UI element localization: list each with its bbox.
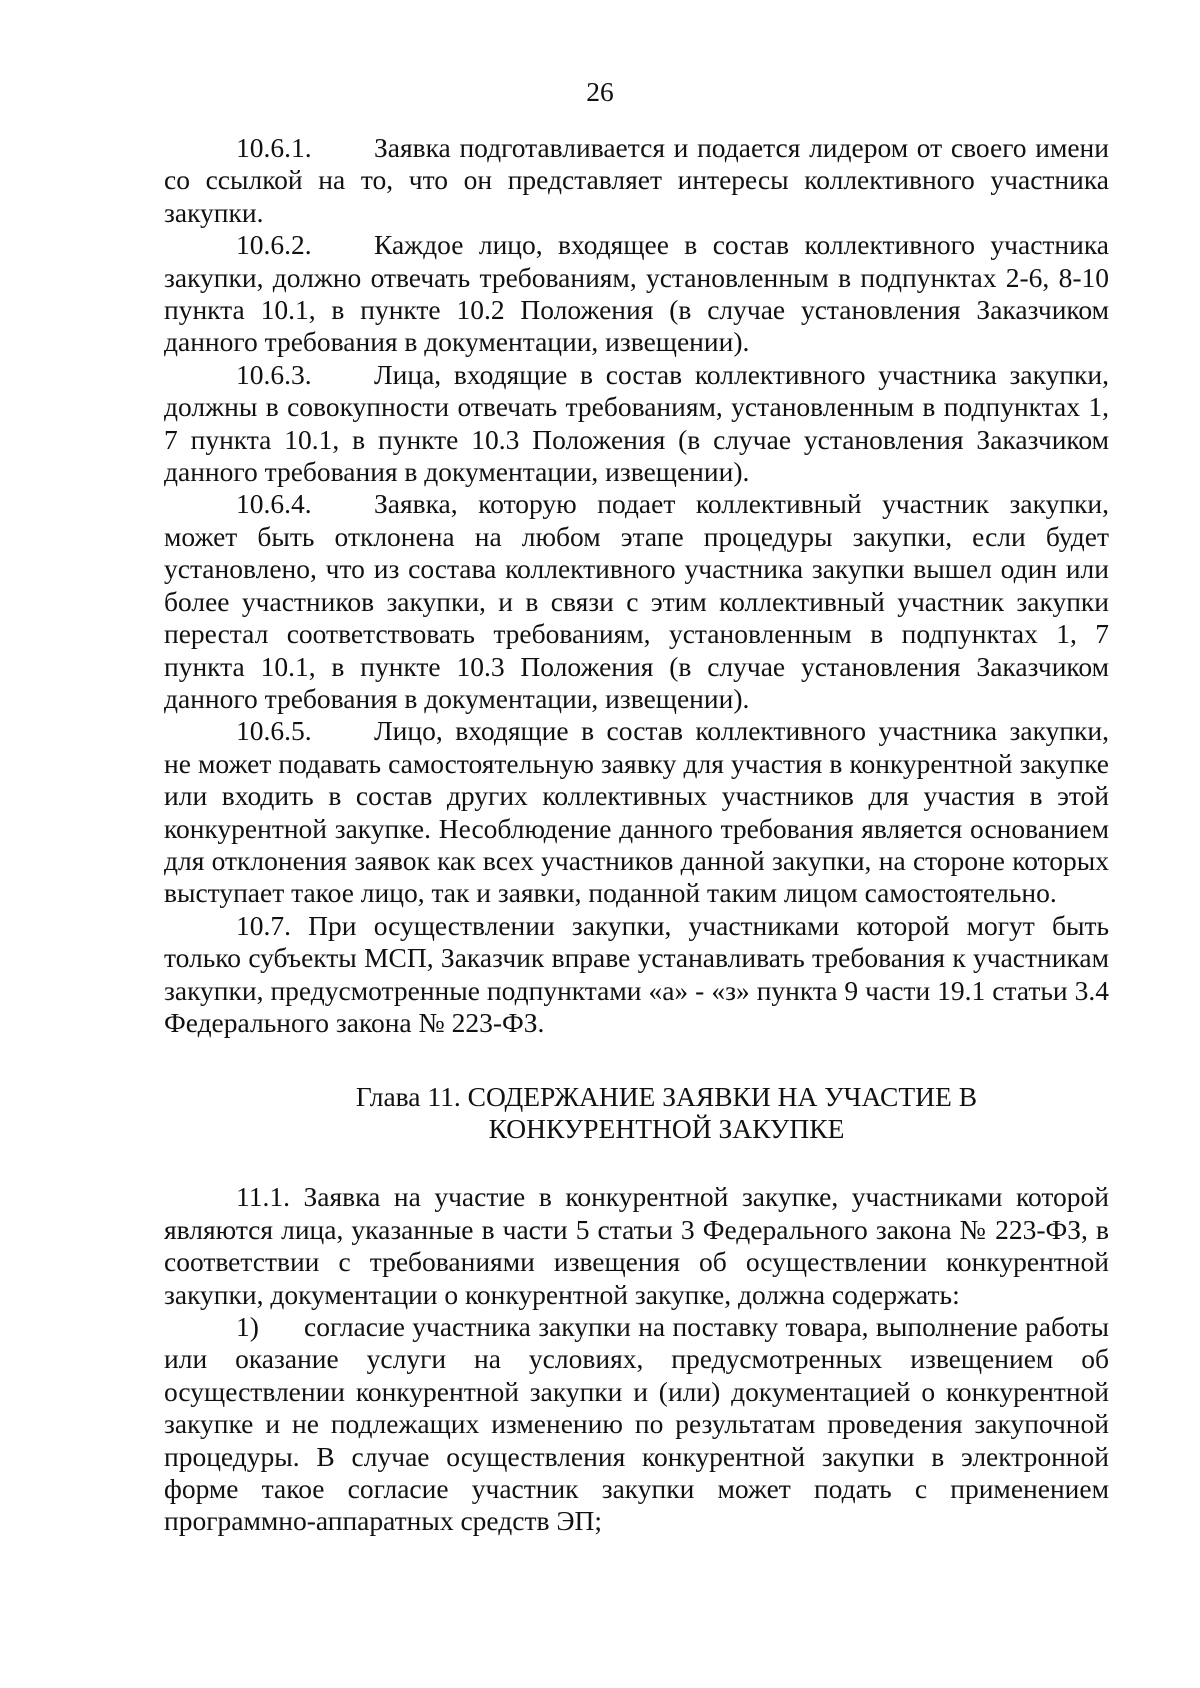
paragraph-10-6-3 [164, 359, 1109, 489]
paragraph-10-7: 10.7. При осуществлении закупки, участниками которой могут быть только субъекты МСП, Заказчик вправе устанавливать требования к участникам закупки, предусмотренные подпунктами «а» - «з» пункта 9 части 19.1 статьи 3.4 Федерального закона № 223-ФЗ. [164, 909, 1109, 1038]
paragraph-10-6-5 [164, 715, 1109, 909]
paragraph-11-1: 11.1. Заявка на участие в конкурентной закупке, участниками которой являются лица, указанные в части 5 статьи 3 Федерального закона № 223-ФЗ, в соответствии с требованиями извещения об осуществлении конкурентной закупки, документации о конкурентной закупке, должна содержать: [164, 1181, 1109, 1310]
chapter-title-line-1: Глава 11. СОДЕРЖАНИЕ ЗАЯВКИ НА УЧАСТИЕ В [355, 1081, 978, 1113]
clause-number: 10.6.5. [236, 715, 312, 747]
document-body [164, 132, 1109, 1538]
list-item-1 [164, 1311, 1109, 1538]
paragraph-10-6-4 [164, 488, 1109, 715]
clause-number: 10.6.3. [236, 358, 312, 390]
chapter-heading [164, 1081, 1109, 1145]
clause-number: 10.6.2. [236, 229, 312, 261]
clause-text: Лица, входящие в состав коллективного участника закупки, должны в совокупности отвечать требованиям, установленным в подпунктах 1, 7 пункта 10.1, в пункте 10.3 Положения (в случае установления Заказчиком данного требования в документации, извещении). [164, 358, 1109, 488]
list-item-text: согласие участника закупки на поставку товара, выполнение работы или оказание услуги на условиях, предусмотренных извещением об осуществлении конкурентной закупки и (или) документацией о конкурентной закупке и не подлежащих изменению по результатам проведения закупочной процедуры. В случае осуществления конкурентной закупки в электронной форме такое согласие участник закупки может подать с применением программно-аппаратных средств ЭП; [164, 1311, 1109, 1537]
clause-text: Каждое лицо, входящее в состав коллективного участника закупки, должно отвечать требованиям, установленным в подпунктах 2-6, 8-10 пункта 10.1, в пункте 10.2 Положения (в случае установления Заказчиком данного требования в документации, извещении). [164, 229, 1109, 358]
clause-text: Лицо, входящие в состав коллективного участника закупки, не может подавать самостоятельную заявку для участия в конкурентной закупке или входить в состав других коллективных участников для участия в этой конкурентной закупке. Несоблюдение данного требования является основанием для отклонения заявок как всех участников данной закупки, на стороне которых выступает такое лицо, так и заявки, поданной таким лицом самостоятельно. [164, 715, 1109, 909]
list-item-number: 1) [236, 1311, 259, 1342]
chapter-title-line-2: КОНКУРЕНТНОЙ ЗАКУПКЕ [488, 1113, 845, 1145]
paragraph-10-6-1 [164, 132, 1109, 229]
clause-number: 10.6.1. [236, 132, 312, 163]
paragraph-10-6-2 [164, 229, 1109, 359]
page-number: 26 [586, 76, 614, 107]
clause-text: Заявка подготавливается и подается лидером от своего имени со ссылкой на то, что он представляет интересы коллективного участника закупки. [164, 132, 1109, 228]
clause-text: Заявка, которую подает коллективный участник закупки, может быть отклонена на любом этапе процедуры закупки, если будет установлено, что из состава коллективного участника закупки вышел один или более участников закупки, и в связи с этим коллективный участник закупки перестал соответствовать требованиям, установленным в подпунктах 1, 7 пункта 10.1, в пункте 10.3 Положения (в случае установления Заказчиком данного требования в документации, извещении). [164, 488, 1109, 714]
clause-number: 10.6.4. [236, 488, 312, 520]
